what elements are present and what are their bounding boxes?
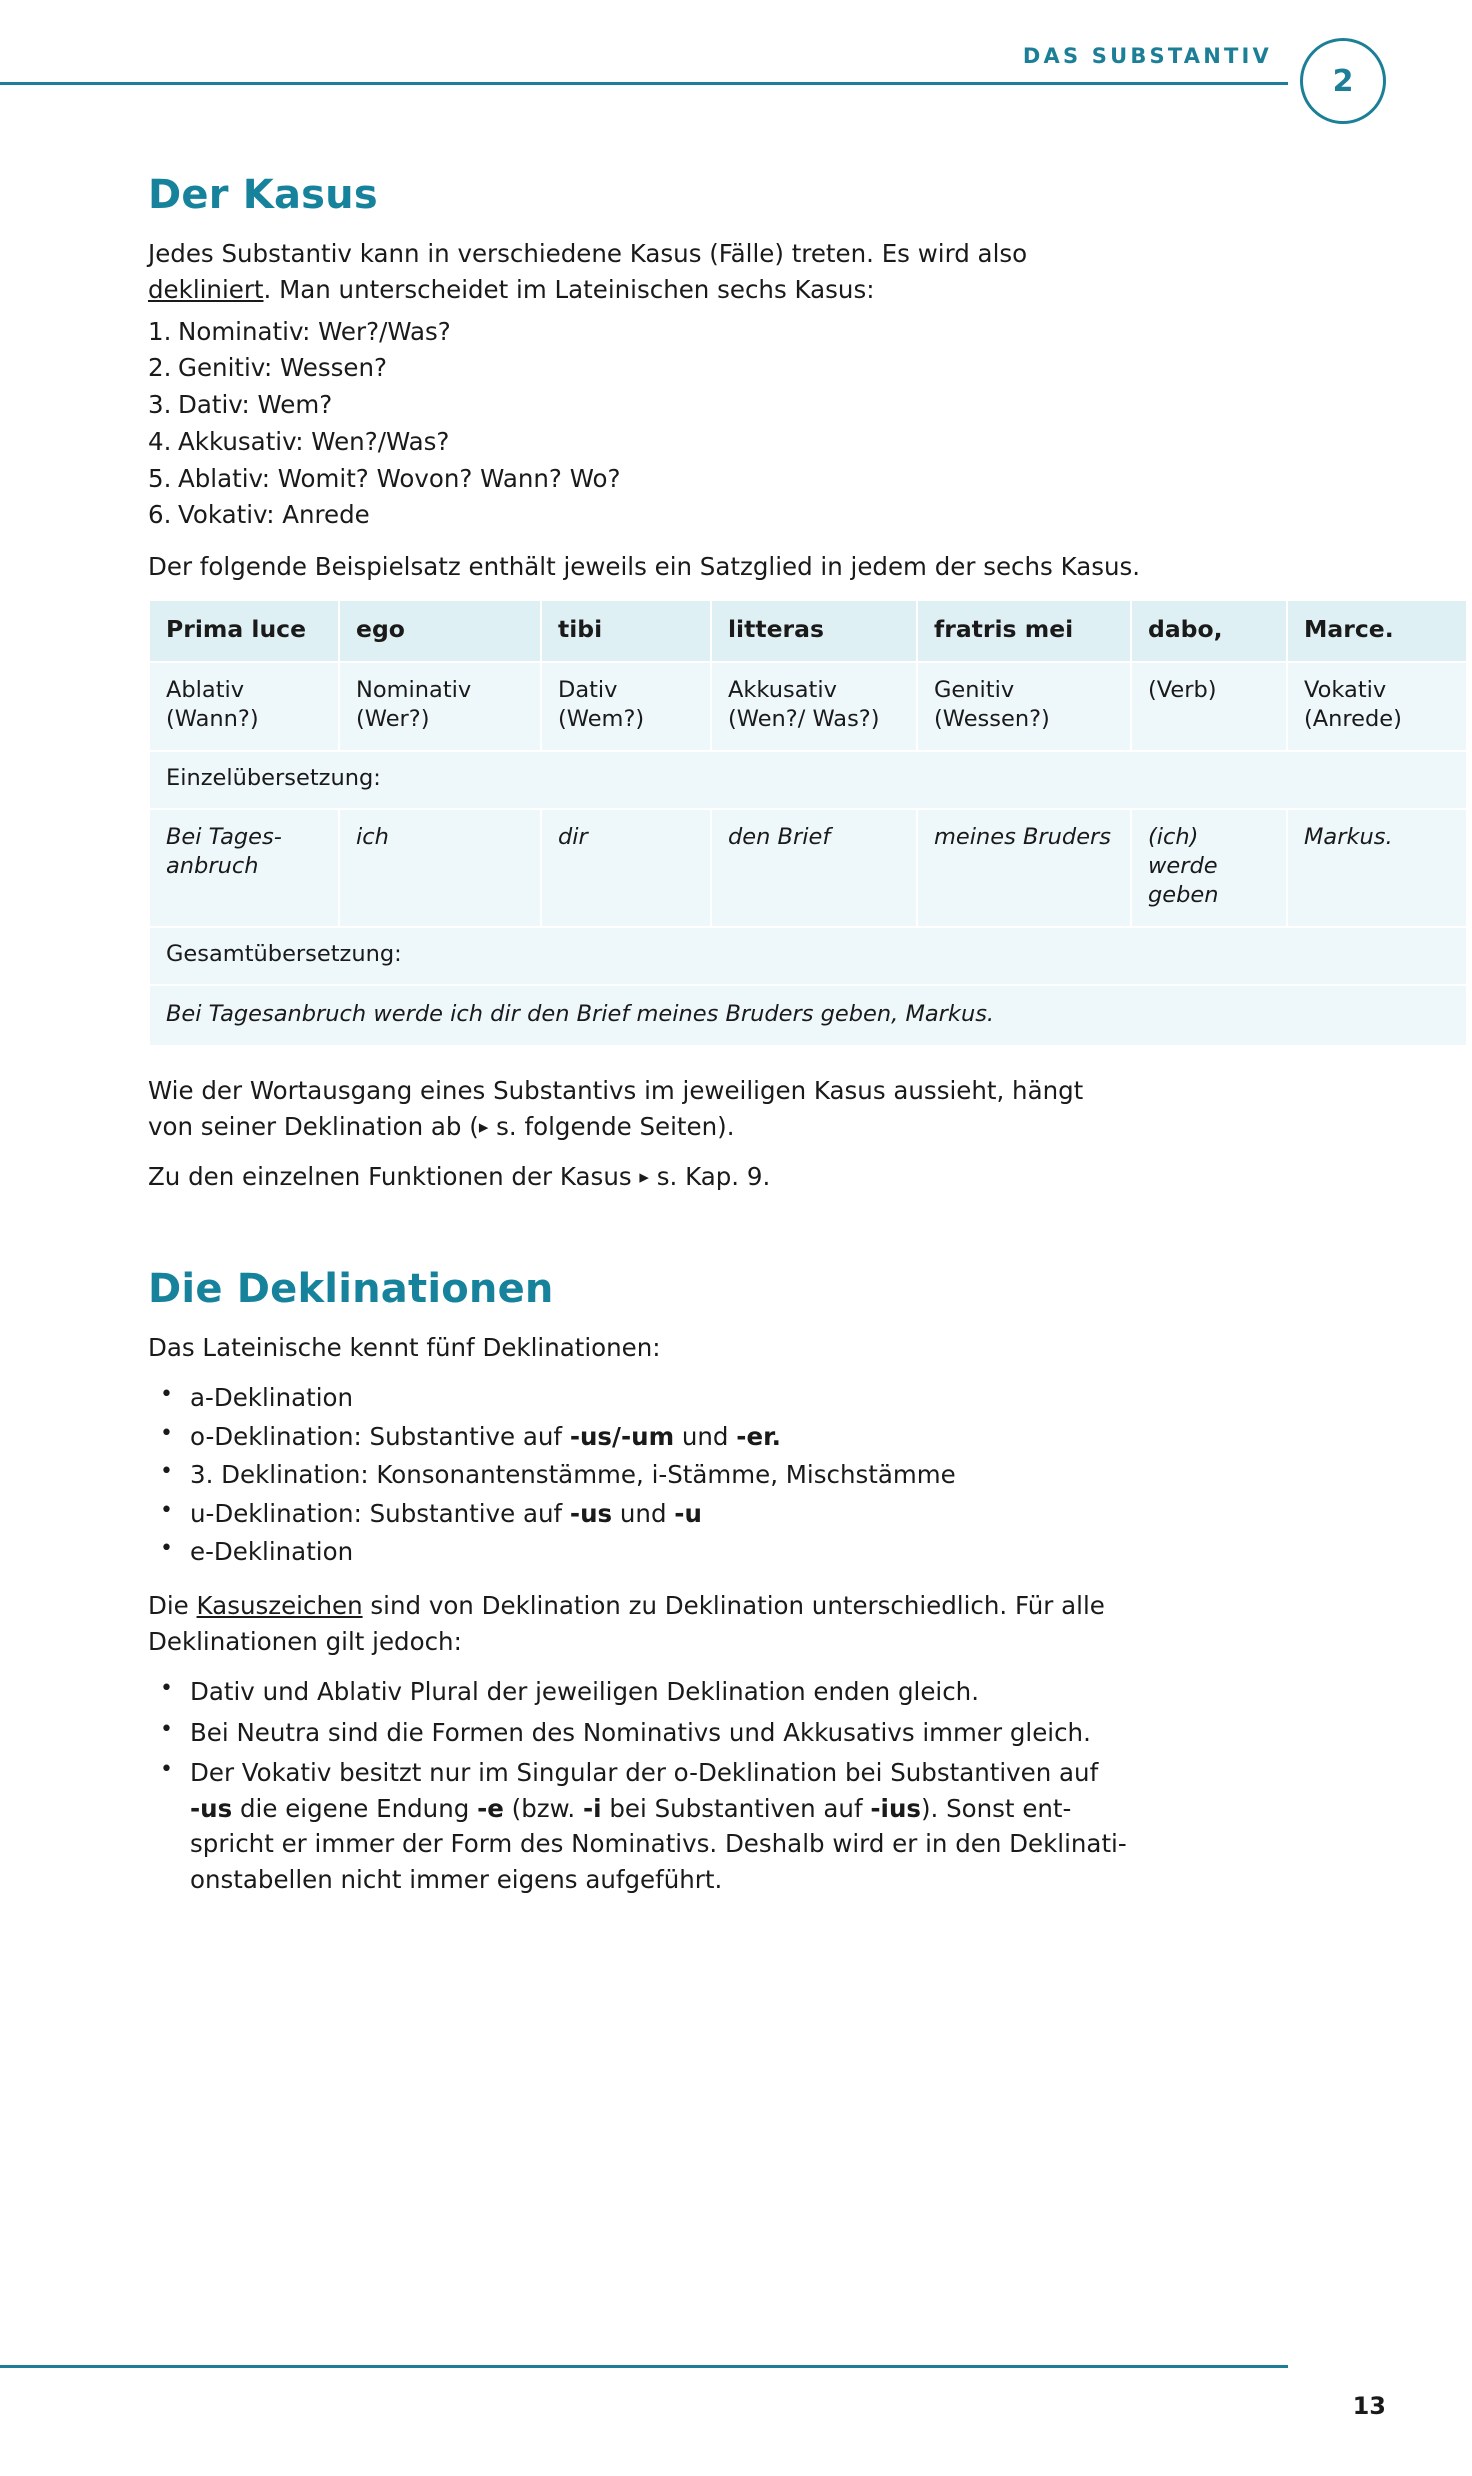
arrow-right-icon: ▸	[639, 1166, 649, 1189]
list-item-vokativ	[148, 1755, 1338, 1897]
table-cell: Vokativ (Anrede)	[1287, 662, 1467, 752]
table-cell: tibi	[541, 600, 711, 662]
deklinationen-intro: Das Lateinische kennt fünf Deklinationen:	[148, 1332, 661, 1362]
table-row-header	[149, 600, 1467, 662]
table-cell: Marce.	[1287, 600, 1467, 662]
kasuszeichen-post: sind von Deklination zu Deklination unterschiedlich. Für alle	[362, 1590, 1105, 1620]
table-cell: Einzelübersetzung:	[149, 751, 1467, 808]
kasuszeichen-term: Kasuszeichen	[196, 1590, 363, 1620]
table-cell: meines Bruders	[917, 809, 1131, 928]
section-title-kasus: Der Kasus	[148, 172, 378, 218]
table-cell: litteras	[711, 600, 917, 662]
list-item-label: Ablativ: Womit? Wovon? Wann? Wo?	[178, 463, 621, 493]
page-content	[148, 150, 1402, 1915]
list-item-label: 3. Deklination: Konsonantenstämme, i-Stämme, Mischstämme	[190, 1460, 956, 1490]
kasus-intro	[148, 236, 1338, 309]
list-item-bold-1: -us	[569, 1498, 613, 1528]
list-item-label: Dativ: Wem?	[178, 390, 333, 420]
list-item	[148, 1419, 1338, 1455]
list-item	[148, 1380, 1338, 1416]
list-item	[148, 1496, 1338, 1532]
list-item	[148, 1457, 1338, 1493]
kasuszeichen-line2: Deklinationen gilt jedoch:	[148, 1626, 462, 1656]
list-item-number: 5.	[148, 463, 172, 493]
kasus-intro-line1: Jedes Substantiv kann in verschiedene Kasus (Fälle) treten. Es wird also	[148, 239, 1028, 268]
list-item-number: 1.	[148, 316, 172, 346]
list-item-label: a-Deklination	[190, 1382, 354, 1412]
vokativ-p6: spricht er immer der Form des Nominativs. Deshalb wird er in den Deklinati-	[190, 1829, 1127, 1859]
list-item-number: 6.	[148, 500, 172, 530]
table-cell: dabo,	[1131, 600, 1287, 662]
vokativ-p1: Der Vokativ besitzt nur im Singular der o-Deklination bei Substantiven auf	[190, 1758, 1099, 1788]
table-cell: Genitiv (Wessen?)	[917, 662, 1131, 752]
table-row-full-translation	[149, 985, 1467, 1046]
table-cell: Dativ (Wem?)	[541, 662, 711, 752]
deklination-rules-list	[148, 1674, 1338, 1897]
vokativ-b3: -i	[582, 1793, 602, 1823]
list-item	[148, 498, 1338, 533]
table-cell: Prima luce	[149, 600, 339, 662]
list-item	[148, 1534, 1338, 1570]
list-item-number: 4.	[148, 426, 172, 456]
after-table-line3: s. folgende Seiten).	[496, 1112, 735, 1142]
list-item-label: Akkusativ: Wen?/Was?	[178, 426, 450, 456]
after-table-paragraph-1	[148, 1073, 1338, 1146]
table-row-translation	[149, 809, 1467, 928]
list-item-label: Dativ und Ablativ Plural der jeweiligen Deklination enden gleich.	[190, 1677, 980, 1707]
table-cell: (Verb)	[1131, 662, 1287, 752]
kasus-intro-line2: . Man unterscheidet im Lateinischen sechs Kasus:	[263, 275, 875, 305]
footer-divider	[0, 2365, 1288, 2368]
page-number: 13	[1352, 2392, 1386, 2420]
list-item-label: Bei Neutra sind die Formen des Nominativs und Akkusativs immer gleich.	[190, 1717, 1091, 1747]
list-item	[148, 425, 1338, 460]
list-item	[148, 388, 1338, 423]
list-item-mid: und	[674, 1421, 737, 1451]
kasuszeichen-pre: Die	[148, 1590, 197, 1620]
chapter-badge: 2	[1300, 38, 1386, 124]
table-cell: Bei Tagesanbruch werde ich dir den Brief meines Bruders geben, Markus.	[149, 985, 1467, 1046]
after-table-line2: von seiner Deklination ab (	[148, 1112, 479, 1142]
kasus-enumeration	[148, 315, 1338, 534]
after-table-line5: s. Kap. 9.	[656, 1162, 771, 1192]
list-item	[148, 315, 1338, 350]
kasus-example-table	[148, 599, 1468, 1047]
page-header	[0, 0, 1472, 130]
arrow-right-icon: ▸	[478, 1116, 489, 1139]
after-table-line1: Wie der Wortausgang eines Substantivs im jeweiligen Kasus aussieht, hängt	[148, 1075, 1084, 1105]
table-cell: Akkusativ (Wen?/ Was?)	[711, 662, 917, 752]
kasus-intro-underlined: dekliniert	[148, 275, 264, 305]
vokativ-p7: onstabellen nicht immer eigens aufgeführt.	[190, 1864, 723, 1894]
vokativ-b4: -ius	[870, 1793, 921, 1823]
header-divider	[0, 82, 1288, 85]
vokativ-b1: -us	[190, 1793, 233, 1823]
vokativ-p5: ). Sonst ent-	[920, 1793, 1072, 1823]
table-cell: fratris mei	[917, 600, 1131, 662]
table-cell: Gesamtübersetzung:	[149, 927, 1467, 984]
list-item-number: 2.	[148, 353, 172, 383]
table-cell: ego	[339, 600, 541, 662]
table-cell: Ablativ (Wann?)	[149, 662, 339, 752]
section-title-deklinationen: Die Deklinationen	[148, 1265, 554, 1312]
after-table-line4: Zu den einzelnen Funktionen der Kasus	[148, 1162, 632, 1192]
list-item-number: 3.	[148, 390, 172, 420]
after-table-paragraph-2	[148, 1159, 1338, 1195]
list-item-bold-2: -er.	[736, 1421, 781, 1451]
table-cell: (ich) werde geben	[1131, 809, 1287, 928]
deklinationen-list	[148, 1380, 1338, 1570]
table-cell: ich	[339, 809, 541, 928]
list-item	[148, 1674, 1338, 1710]
table-cell: Nominativ (Wer?)	[339, 662, 541, 752]
table-cell: Bei Tages- anbruch	[149, 809, 339, 928]
list-item-label: Nominativ: Wer?/Was?	[178, 316, 451, 346]
vokativ-p4: bei Substantiven auf	[601, 1793, 871, 1823]
list-item-label: Genitiv: Wessen?	[178, 353, 388, 383]
vokativ-p3: (bzw.	[503, 1793, 583, 1823]
list-item-label: u-Deklination: Substantive auf	[190, 1498, 570, 1528]
list-item-label: e-Deklination	[190, 1537, 354, 1567]
example-intro: Der folgende Beispielsatz enthält jeweils ein Satzglied in jedem der sechs Kasus.	[148, 552, 1141, 582]
list-item	[148, 462, 1338, 497]
list-item	[148, 351, 1338, 386]
list-item-label: o-Deklination: Substantive auf	[190, 1421, 570, 1451]
kasuszeichen-paragraph	[148, 1588, 1338, 1661]
table-row-cases	[149, 662, 1467, 752]
list-item-label: Vokativ: Anrede	[178, 500, 370, 530]
table-row-label-full	[149, 927, 1467, 984]
table-cell: Markus.	[1287, 809, 1467, 928]
list-item-mid: und	[612, 1498, 675, 1528]
table-row-label-single	[149, 751, 1467, 808]
vokativ-p2: die eigene Endung	[232, 1793, 478, 1823]
list-item	[148, 1715, 1338, 1751]
list-item-bold-1: -us/-um	[569, 1421, 675, 1451]
table-cell: dir	[541, 809, 711, 928]
vokativ-b2: -e	[477, 1793, 504, 1823]
list-item-bold-2: -u	[674, 1498, 702, 1528]
running-title: DAS SUBSTANTIV	[1022, 44, 1272, 68]
table-cell: den Brief	[711, 809, 917, 928]
